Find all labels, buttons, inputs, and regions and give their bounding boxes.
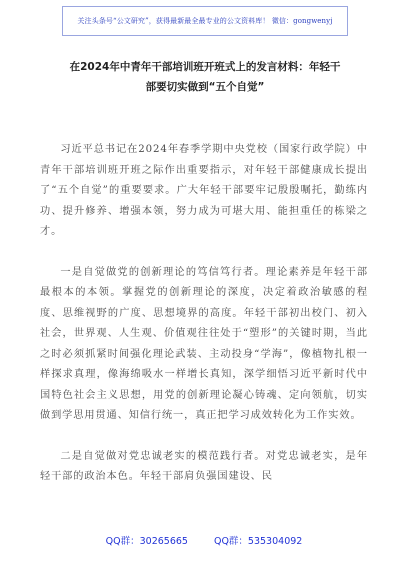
paragraph-second-point: 二是自觉做对党忠诚老实的模范践行者。对党忠诚老实，是年轻干部的政治本色。年轻干部肩负强国建设、民 [40, 450, 368, 482]
footer-qq-group-2: QQ群：535304092 [213, 536, 303, 547]
title-line-1: 在2024年中青年干部培训班开班式上的发言材料：年轻干 [69, 61, 341, 73]
header-banner [62, 6, 348, 36]
paragraph-intro: 习近平总书记在2024年春季学期中央党校（国家行政学院）中青年干部培训班开班之际作出重要指示，对年轻干部健康成长提出了“五个自觉”的重要要求。广大年轻干部要牢记殷殷嘱托，勤练内功、提升修养、增强本领，努力成为可堪大用、能担重任的栋梁之才。 [40, 144, 368, 237]
footer-qq-group-1: QQ群：30265665 [105, 536, 188, 547]
paragraph-first-point: 一是自觉做党的创新理论的笃信笃行者。理论素养是年轻干部最根本的本领。掌握党的创新理论的深度，决定着政治敏感的程度、思维视野的广度、思想境界的高度。年轻干部初出校门、初入社会，世界观、人生观、价值观往往处于“塑形”的关键时期，当此之时必须抓紧时间强化理论武装、主动投身“学海”，像植物扎根一样探求真理，像海绵吸水一样增长真知，深学细悟习近平新时代中国特色社会主义思想，用党的创新理论凝心铸魂、定向领航，切实做到学思用贯通、知信行统一，真正把学习成效转化为工作实效。 [40, 266, 368, 421]
footer-contacts [0, 533, 408, 549]
document-body [40, 140, 368, 508]
document-title [40, 57, 370, 97]
title-line-2: 部要切实做到“五个自觉” [145, 81, 265, 93]
banner-text: 关注头条号“公文研究”，获得最新最全最专业的公文资料库！ 微信：gongwenyj [77, 17, 333, 25]
